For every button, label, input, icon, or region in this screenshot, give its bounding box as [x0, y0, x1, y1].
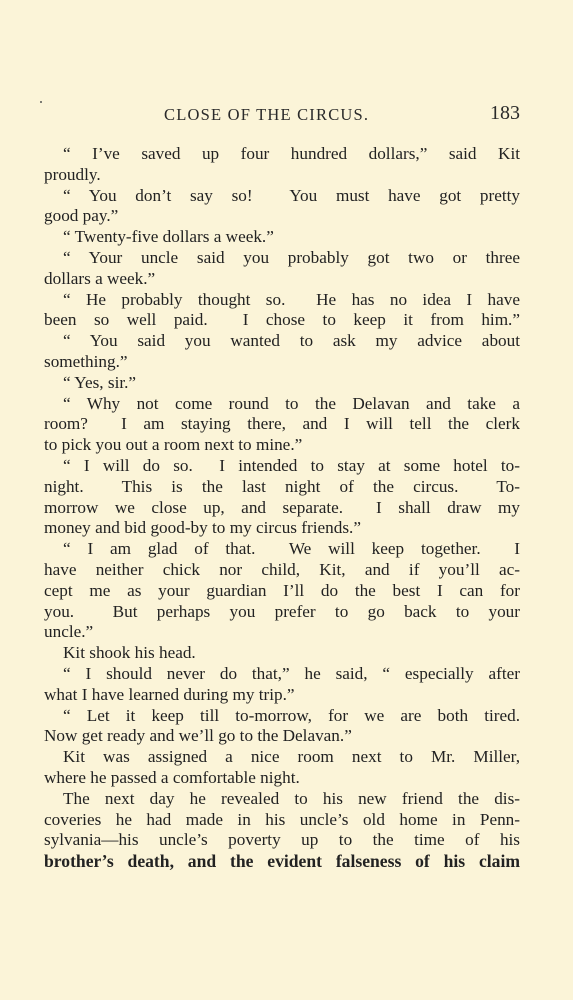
text-line: room? I am staying there, and I will tell the clerk: [44, 414, 520, 434]
text-line: “ I will do so. I intended to stay at some hotel to-: [63, 455, 520, 475]
body-text: [44, 144, 520, 872]
text-line: you. But perhaps you prefer to go back to your: [44, 601, 520, 621]
running-title: CLOSE OF THE CIRCUS.: [164, 105, 370, 124]
text-line: The next day he revealed to his new friend the dis-: [63, 788, 520, 808]
text-line: “ Why not come round to the Delavan and take a: [63, 393, 520, 413]
text-line: been so well paid. I chose to keep it from him.”: [44, 310, 520, 330]
text-line: night. This is the last night of the circus. To-: [44, 476, 520, 496]
text-line: cept me as your guardian I’ll do the best I can for: [44, 580, 520, 600]
text-line: Kit was assigned a nice room next to Mr. Miller,: [63, 747, 520, 767]
text-line: Kit shook his head.: [63, 643, 196, 663]
text-line: “ Yes, sir.”: [63, 372, 137, 392]
text-line: “ I am glad of that. We will keep together. I: [63, 539, 520, 559]
text-line: money and bid good-by to my circus friends.”: [44, 518, 361, 538]
text-line: uncle.”: [44, 622, 94, 642]
text-line: Now get ready and we’ll go to the Delavan.”: [44, 726, 352, 746]
text-line: coveries he had made in his uncle’s old home in Penn-: [44, 809, 520, 829]
text-line: morrow we close up, and separate. I shall draw my: [44, 497, 520, 517]
text-line: dollars a week.”: [44, 268, 156, 288]
page-number: 183: [490, 102, 520, 124]
text-line: what I have learned during my trip.”: [44, 684, 295, 704]
text-line: have neither chick nor child, Kit, and if you’ll ac-: [44, 559, 520, 579]
text-line: brother’s death, and the evident falseness of his claim: [44, 851, 520, 872]
text-line: “ You don’t say so! You must have got pretty: [63, 185, 520, 205]
text-line: “ Your uncle said you probably got two or three: [63, 247, 520, 267]
text-line: proudly.: [44, 164, 101, 184]
text-line: where he passed a comfortable night.: [44, 767, 300, 787]
text-line: “ Let it keep till to-morrow, for we are both tired.: [63, 705, 520, 725]
text-line: sylvania—his uncle’s poverty up to the time of his: [44, 830, 520, 850]
print-speck: [40, 101, 42, 103]
text-line: “ Twenty-five dollars a week.”: [63, 227, 274, 247]
text-line: “ He probably thought so. He has no idea I have: [63, 289, 520, 309]
text-line: “ You said you wanted to ask my advice about: [63, 331, 520, 351]
text-line: to pick you out a room next to mine.”: [44, 435, 303, 455]
text-line: good pay.”: [44, 206, 119, 226]
text-line: something.”: [44, 351, 128, 371]
text-line: “ I’ve saved up four hundred dollars,” said Kit: [63, 144, 520, 163]
text-line: “ I should never do that,” he said, “ especially after: [63, 663, 520, 683]
running-head: [40, 104, 522, 130]
